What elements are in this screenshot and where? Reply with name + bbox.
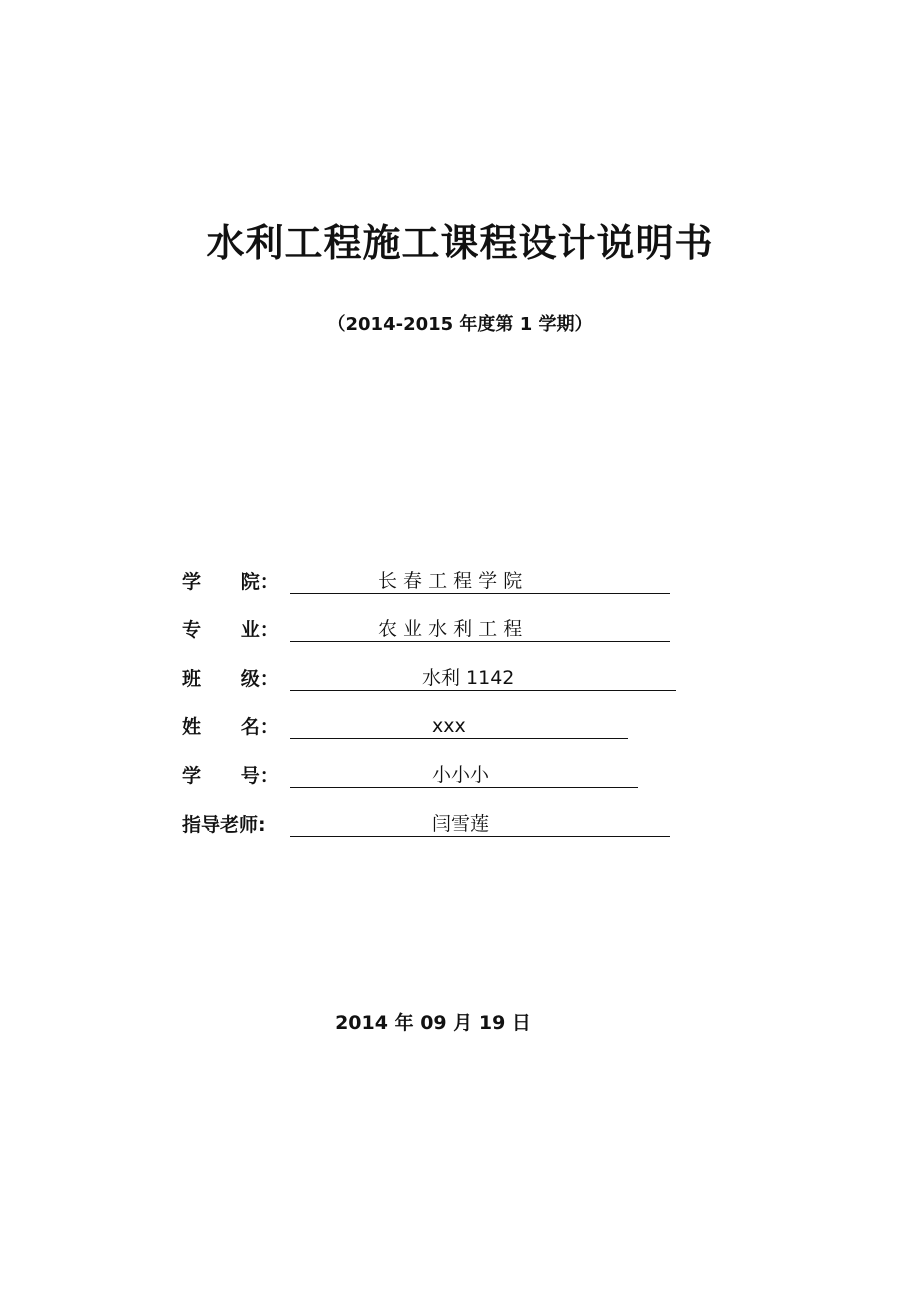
field-class bbox=[182, 665, 682, 695]
field-advisor bbox=[182, 811, 682, 841]
field-name bbox=[182, 713, 682, 743]
field-college-value: 长 春 工 程 学 院 bbox=[378, 570, 523, 592]
field-advisor-value: 闫雪莲 bbox=[432, 813, 490, 835]
document-subtitle: （2014-2015 年度第 1 学期） bbox=[327, 314, 593, 335]
document-title: 水利工程施工课程设计说明书 bbox=[206, 221, 714, 265]
field-advisor-label: 指导老师: bbox=[182, 814, 266, 836]
field-class-value: 水利 1142 bbox=[422, 667, 515, 689]
field-major bbox=[182, 616, 682, 646]
field-student-id-value: 小小小 bbox=[432, 764, 490, 786]
field-college-label: 学 院： bbox=[182, 571, 279, 593]
field-student-id bbox=[182, 762, 682, 792]
document-date: 2014 年 09 月 19 日 bbox=[335, 1012, 531, 1034]
field-name-label: 姓 名： bbox=[182, 716, 279, 738]
field-college bbox=[182, 568, 682, 598]
field-major-value: 农 业 水 利 工 程 bbox=[378, 618, 523, 640]
field-name-value: xxx bbox=[432, 715, 466, 737]
field-class-label: 班 级： bbox=[182, 668, 279, 690]
field-major-label: 专 业： bbox=[182, 619, 279, 641]
field-student-id-label: 学 号： bbox=[182, 765, 279, 787]
